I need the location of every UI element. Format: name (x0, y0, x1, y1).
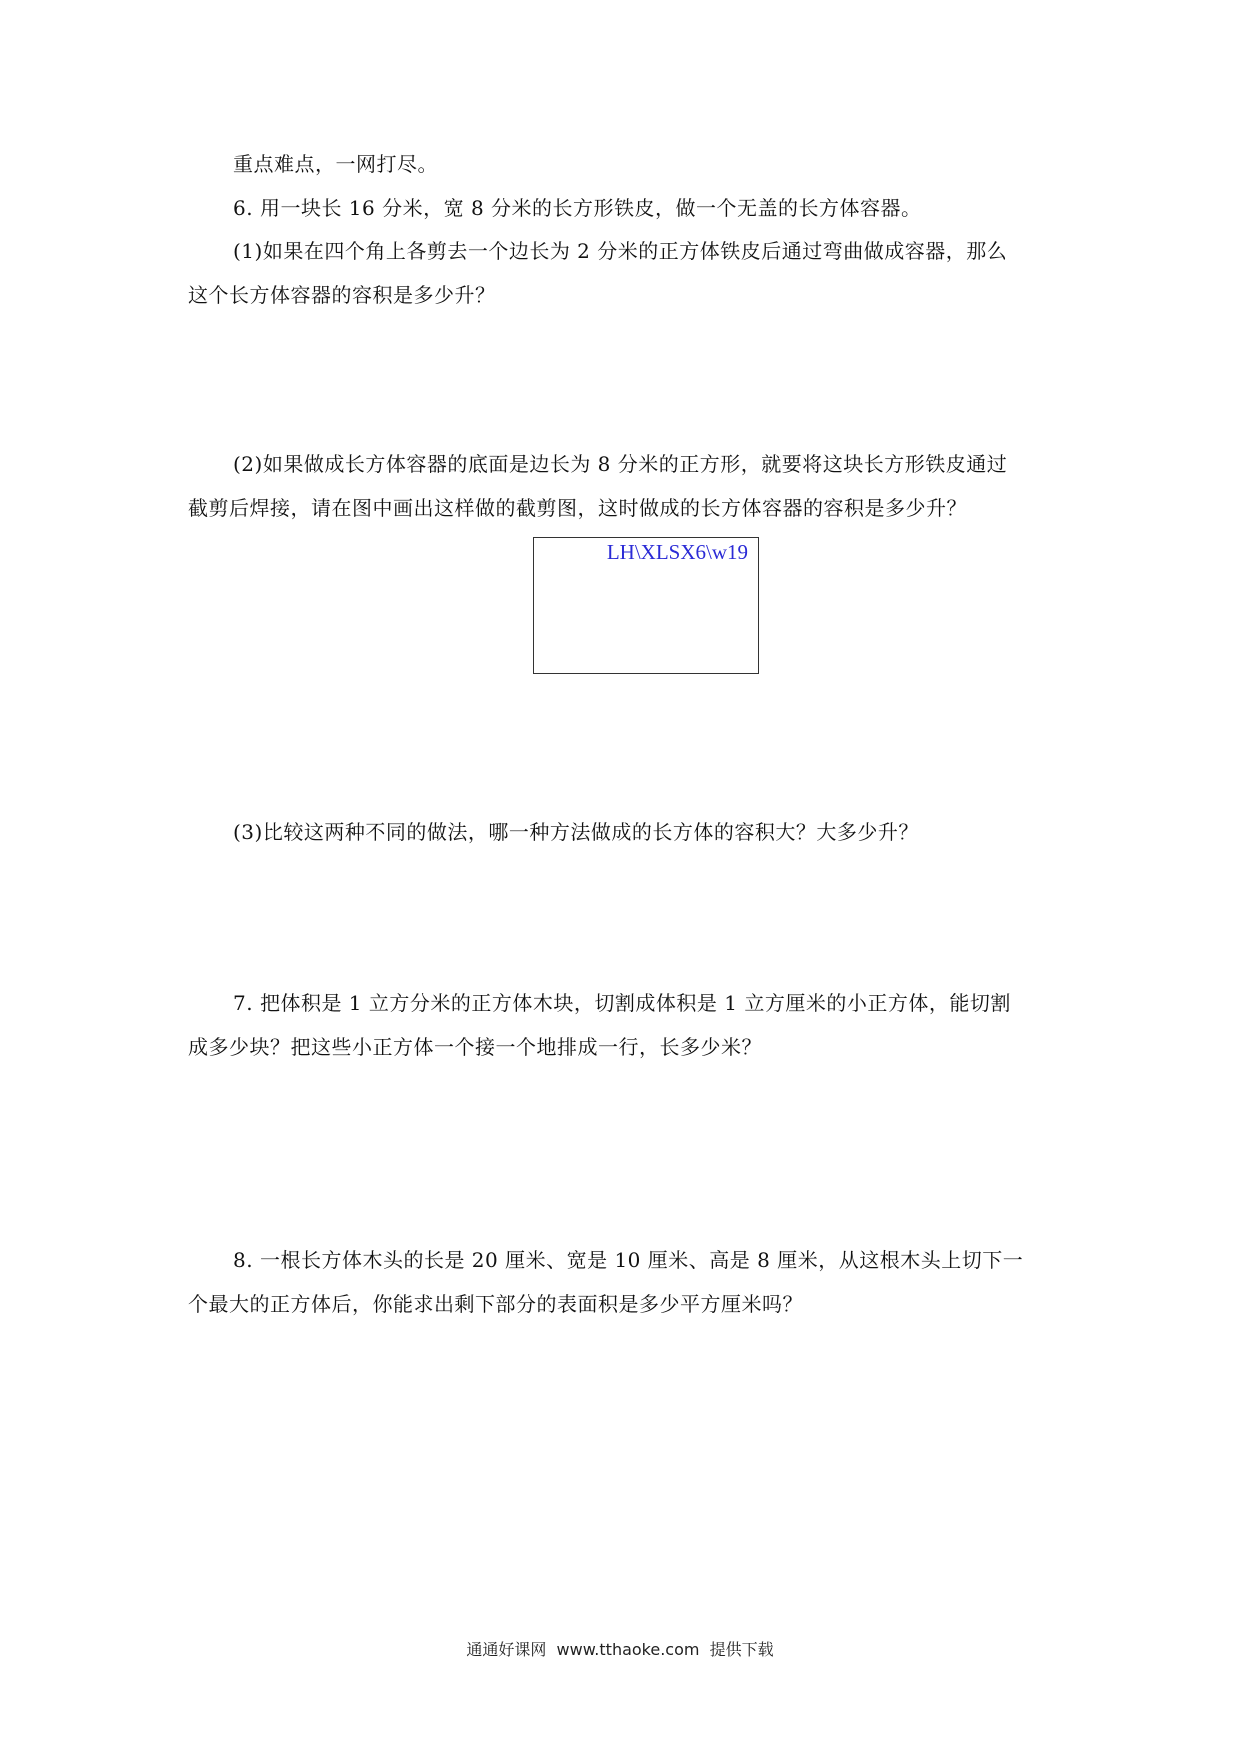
question-6-stem: 6. 用一块长 16 分米，宽 8 分米的长方形铁皮，做一个无盖的长方体容器。 (233, 196, 922, 220)
figure-code-label: LH\XLSX6\w19 (606, 540, 748, 564)
question-7-line-1: 7. 把体积是 1 立方分米的正方体木块，切割成体积是 1 立方厘米的小正方体，能切割 (233, 991, 1011, 1015)
drawing-figure-box (533, 537, 759, 674)
question-7-line-2: 成多少块？把这些小正方体一个接一个地排成一行，长多少米？ (188, 1035, 762, 1059)
question-8-line-1: 8. 一根长方体木头的长是 20 厘米、宽是 10 厘米、高是 8 厘米，从这根木头上切下一 (233, 1248, 1024, 1272)
question-6-part-1-line-1: (1)如果在四个角上各剪去一个边长为 2 分米的正方体铁皮后通过弯曲做成容器，那么 (233, 239, 1008, 263)
intro-text: 重点难点，一网打尽。 (233, 152, 438, 176)
question-6-part-2-line-1: (2)如果做成长方体容器的底面是边长为 8 分米的正方形，就要将这块长方形铁皮通过 (233, 452, 1008, 476)
question-6-part-3: (3)比较这两种不同的做法，哪一种方法做成的长方体的容积大？大多少升？ (233, 820, 919, 844)
question-6-part-1-line-2: 这个长方体容器的容积是多少升？ (188, 283, 496, 307)
question-6-part-2-line-2: 截剪后焊接，请在图中画出这样做的截剪图，这时做成的长方体容器的容积是多少升？ (188, 496, 967, 520)
page-footer: 通通好课网 www.tthaoke.com 提供下载 (466, 1640, 774, 1659)
question-8-line-2: 个最大的正方体后，你能求出剩下部分的表面积是多少平方厘米吗？ (188, 1292, 803, 1316)
